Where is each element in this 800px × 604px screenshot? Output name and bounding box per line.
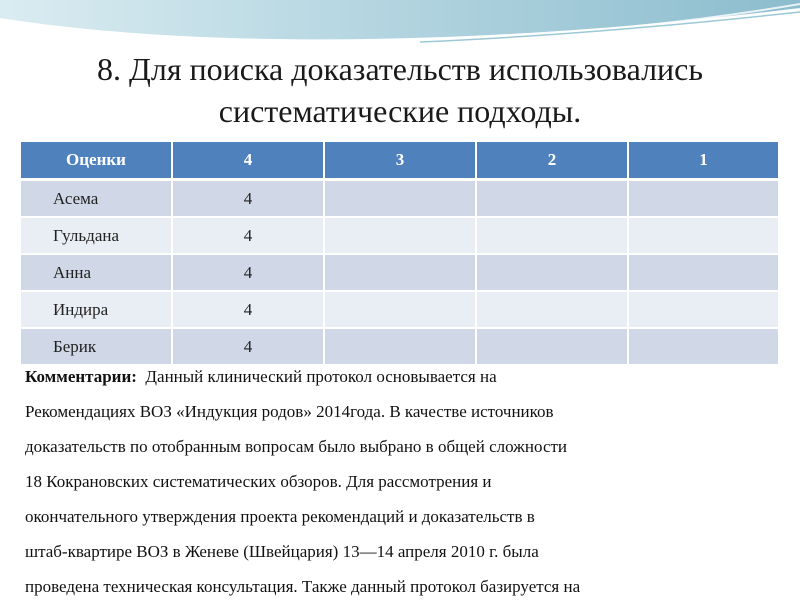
comments-line-6: штаб-квартире ВОЗ в Женеве (Швейцария) 13—14 апреля 2010 г. была [25, 542, 539, 561]
grade-cell-3 [324, 291, 476, 328]
comments-label: Комментарии: [25, 367, 137, 386]
column-header-2: 2 [476, 142, 628, 180]
grade-cell-4: 4 [172, 328, 324, 365]
column-header-grades: Оценки [21, 142, 172, 180]
grade-cell-1 [628, 254, 779, 291]
grade-cell-1 [628, 180, 779, 218]
student-name: Берик [21, 328, 172, 365]
student-name: Индира [21, 291, 172, 328]
slide-title-line-1: 8. Для поиска доказательств использовались [97, 51, 703, 87]
grade-cell-2 [476, 180, 628, 218]
grade-cell-4: 4 [172, 291, 324, 328]
student-name: Гульдана [21, 217, 172, 254]
comments-line-7: проведена техническая консультация. Также данный протокол базируется на [25, 577, 581, 596]
grade-cell-3 [324, 180, 476, 218]
slide-title [0, 48, 800, 132]
table-row [21, 217, 779, 254]
grade-cell-3 [324, 254, 476, 291]
column-header-3: 3 [324, 142, 476, 180]
grade-cell-1 [628, 291, 779, 328]
table-row [21, 254, 779, 291]
column-header-4: 4 [172, 142, 324, 180]
table-row [21, 180, 779, 218]
grade-cell-1 [628, 217, 779, 254]
slide-title-line-2: систематические подходы. [218, 93, 582, 129]
table-header-row [21, 142, 779, 180]
comments-line-3: доказательств по отобранным вопросам было выбрано в общей сложности [25, 437, 568, 456]
table-row [21, 291, 779, 328]
student-name: Анна [21, 254, 172, 291]
grade-cell-4: 4 [172, 217, 324, 254]
comments-line-2: Рекомендациях ВОЗ «Индукция родов» 2014года. В качестве источников [25, 402, 554, 421]
comments-line-1 [25, 359, 780, 394]
grade-cell-4: 4 [172, 254, 324, 291]
grade-cell-2 [476, 291, 628, 328]
column-header-1: 1 [628, 142, 779, 180]
comments-text: Данный клинический протокол основывается на [145, 367, 497, 386]
grade-cell-3 [324, 217, 476, 254]
grade-cell-4: 4 [172, 180, 324, 218]
grades-table [21, 142, 780, 366]
comments-line-5: окончательного утверждения проекта рекомендаций и доказательств в [25, 507, 535, 526]
grade-cell-2 [476, 254, 628, 291]
comments-line-4: 18 Кокрановских систематических обзоров. Для рассмотрения и [25, 472, 492, 491]
student-name: Асема [21, 180, 172, 218]
comments-paragraph [25, 359, 780, 604]
grade-cell-2 [476, 217, 628, 254]
